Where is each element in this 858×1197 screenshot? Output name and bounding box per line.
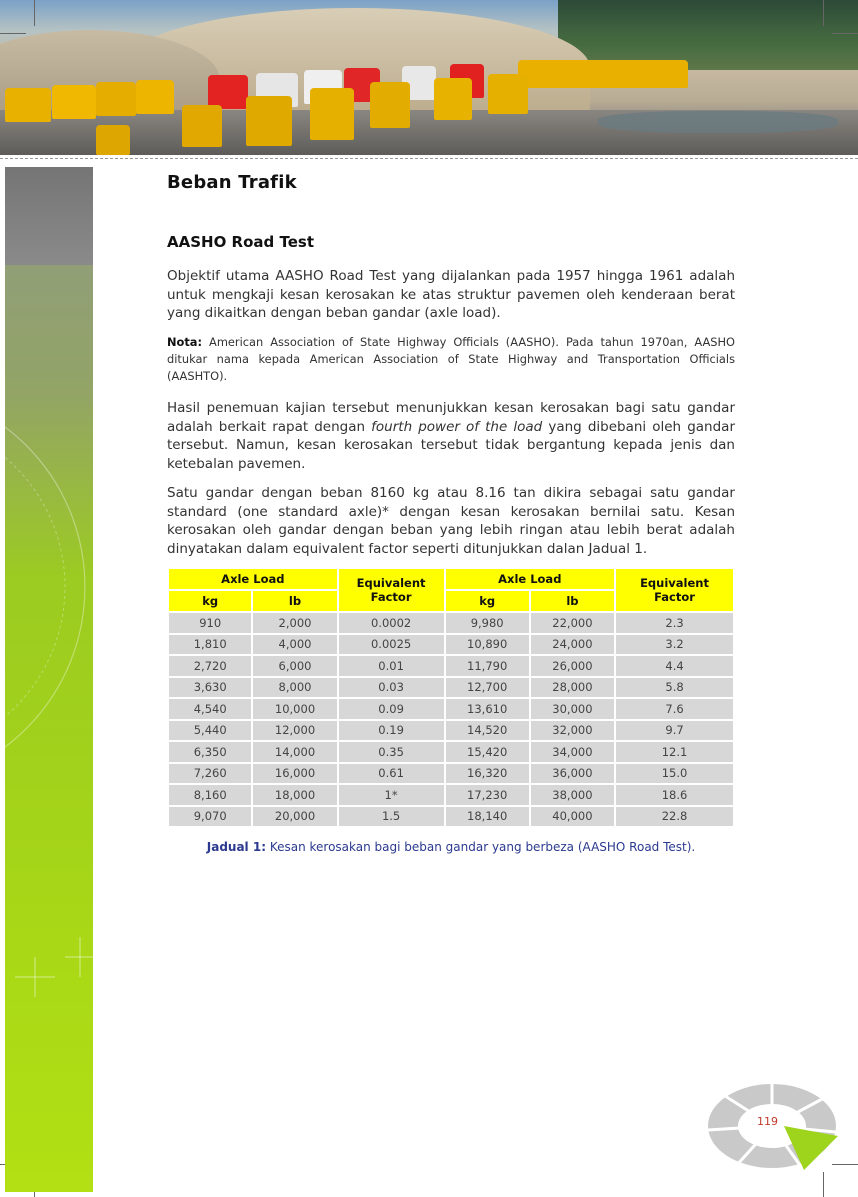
note-label: Nota:	[167, 335, 203, 349]
barrier-yellow	[434, 78, 472, 120]
table-cell: 36,000	[531, 764, 614, 784]
paragraph-findings	[167, 399, 735, 473]
table-cell: 15,420	[446, 742, 529, 762]
table-row	[169, 635, 733, 655]
table-cell: 6,350	[169, 742, 251, 762]
table-cell: 12.1	[616, 742, 733, 762]
crop-mark	[832, 33, 858, 34]
crop-mark	[823, 1172, 824, 1197]
crop-mark	[0, 33, 26, 34]
table-cell: 22,000	[531, 613, 614, 633]
findings-text-2: yang dibebani oleh gandar tersebut. Namun, kesan kerosakan tersebut tidak bergantung kepada jenis dan ketebalan pavemen.	[167, 418, 735, 472]
table-cell: 9.7	[616, 721, 733, 741]
table-cell: 17,230	[446, 785, 529, 805]
table-cell: 2,000	[253, 613, 336, 633]
table-cell: 10,890	[446, 635, 529, 655]
table-cell: 12,000	[253, 721, 336, 741]
table-cell: 1.5	[339, 807, 444, 827]
barrier-yellow	[246, 96, 292, 146]
table-cell: 4,540	[169, 699, 251, 719]
water-puddle	[598, 111, 838, 133]
barrier-yellow	[96, 82, 136, 116]
table-row	[169, 764, 733, 784]
table-header-row	[169, 569, 733, 589]
table-row	[169, 656, 733, 676]
table-cell: 14,520	[446, 721, 529, 741]
table-cell: 34,000	[531, 742, 614, 762]
header-equivalent-factor: Equivalent Factor	[616, 569, 733, 611]
table-cell: 9,980	[446, 613, 529, 633]
table-row	[169, 807, 733, 827]
table-cell: 7,260	[169, 764, 251, 784]
header-divider	[0, 158, 858, 159]
crop-mark	[34, 0, 35, 26]
table-cell: 4.4	[616, 656, 733, 676]
table-cell: 14,000	[253, 742, 336, 762]
table-cell: 16,320	[446, 764, 529, 784]
barrier-yellow	[96, 125, 130, 155]
barrier-yellow	[518, 60, 688, 88]
header-kg: kg	[169, 591, 251, 611]
table-cell: 8,000	[253, 678, 336, 698]
table-cell: 0.35	[339, 742, 444, 762]
table-cell: 15.0	[616, 764, 733, 784]
findings-italic: fourth power of the load	[371, 418, 543, 435]
table-cell: 4,000	[253, 635, 336, 655]
table-cell: 2,720	[169, 656, 251, 676]
header-lb: lb	[253, 591, 336, 611]
table-cell: 0.0002	[339, 613, 444, 633]
table-cell: 1,810	[169, 635, 251, 655]
paragraph-objective: Objektif utama AASHO Road Test yang dijalankan pada 1957 hingga 1961 adalah untuk mengkaji kesan kerosakan ke atas struktur pavemen oleh kenderaan berat yang dikaitkan dengan beban gandar (axle load).	[167, 268, 735, 322]
table-cell: 10,000	[253, 699, 336, 719]
table-cell: 9,070	[169, 807, 251, 827]
table-cell: 0.19	[339, 721, 444, 741]
paragraph-standard-axle: Satu gandar dengan beban 8160 kg atau 8.16 tan dikira sebagai satu gandar standard (one standard axle)* dengan kesan kerosakan bernilai satu. Kesan kerosakan oleh gandar dengan beban yang lebih ringan atau lebih berat adalah dinyatakan dalam equivalent factor seperti ditunjukkan dalan Jadual 1.	[167, 485, 735, 557]
barrier-yellow	[488, 74, 528, 114]
table-cell: 0.0025	[339, 635, 444, 655]
table-cell: 3,630	[169, 678, 251, 698]
table-cell: 38,000	[531, 785, 614, 805]
table-cell: 7.6	[616, 699, 733, 719]
barrier-red	[208, 75, 248, 109]
caption-text: Kesan kerosakan bagi beban gandar yang berbeza (AASHO Road Test).	[266, 840, 696, 854]
table-cell: 13,610	[446, 699, 529, 719]
table-row	[169, 721, 733, 741]
barrier-yellow	[52, 85, 96, 119]
sidebar-arc-decoration	[5, 167, 93, 1192]
caption-label: Jadual 1:	[206, 840, 266, 854]
header-photo	[0, 0, 858, 155]
table-row	[169, 785, 733, 805]
barrier-yellow	[310, 88, 354, 140]
table-cell: 16,000	[253, 764, 336, 784]
table-cell: 5.8	[616, 678, 733, 698]
table-cell: 30,000	[531, 699, 614, 719]
page-title: Beban Trafik	[167, 172, 297, 193]
header-equivalent-factor: Equivalent Factor	[339, 569, 444, 611]
header-lb: lb	[531, 591, 614, 611]
table-cell: 0.09	[339, 699, 444, 719]
table-cell: 11,790	[446, 656, 529, 676]
table-cell: 0.03	[339, 678, 444, 698]
table-row	[169, 742, 733, 762]
table-cell: 18,140	[446, 807, 529, 827]
note-text: American Association of State Highway Officials (AASHO). Pada tahun 1970an, AASHO ditukar nama kepada American Association of State Highway and Transportation Officials (AASHTO).	[167, 335, 735, 383]
page-number: 119	[757, 1115, 778, 1128]
table-cell: 24,000	[531, 635, 614, 655]
table-cell: 8,160	[169, 785, 251, 805]
header-axle-load: Axle Load	[169, 569, 337, 589]
table-cell: 40,000	[531, 807, 614, 827]
header-axle-load: Axle Load	[446, 569, 615, 589]
table-cell: 12,700	[446, 678, 529, 698]
table-cell: 910	[169, 613, 251, 633]
crop-mark	[823, 0, 824, 26]
table-cell: 18,000	[253, 785, 336, 805]
barrier-yellow	[136, 80, 174, 114]
barrier-yellow	[182, 105, 222, 147]
subsection-title: AASHO Road Test	[167, 233, 314, 251]
table-cell: 5,440	[169, 721, 251, 741]
header-kg: kg	[446, 591, 529, 611]
table-cell: 1*	[339, 785, 444, 805]
table-cell: 3.2	[616, 635, 733, 655]
table-cell: 22.8	[616, 807, 733, 827]
table-cell: 28,000	[531, 678, 614, 698]
table-row	[169, 613, 733, 633]
table-cell: 32,000	[531, 721, 614, 741]
table-cell: 20,000	[253, 807, 336, 827]
barrier-yellow	[370, 82, 410, 128]
table-cell: 0.01	[339, 656, 444, 676]
note-paragraph	[167, 334, 735, 384]
table-cell: 18.6	[616, 785, 733, 805]
table-row	[169, 699, 733, 719]
table-cell: 2.3	[616, 613, 733, 633]
findings-text-1: Hasil penemuan kajian tersebut menunjukkan kesan kerosakan bagi satu gandar adalah berkait rapat dengan	[167, 400, 735, 435]
table-cell: 26,000	[531, 656, 614, 676]
table-cell: 0.61	[339, 764, 444, 784]
table-caption	[167, 840, 735, 854]
left-sidebar-decoration	[5, 167, 93, 1192]
table-row	[169, 678, 733, 698]
equivalent-factor-table	[167, 567, 735, 828]
table-cell: 6,000	[253, 656, 336, 676]
barrier-yellow	[5, 88, 51, 122]
